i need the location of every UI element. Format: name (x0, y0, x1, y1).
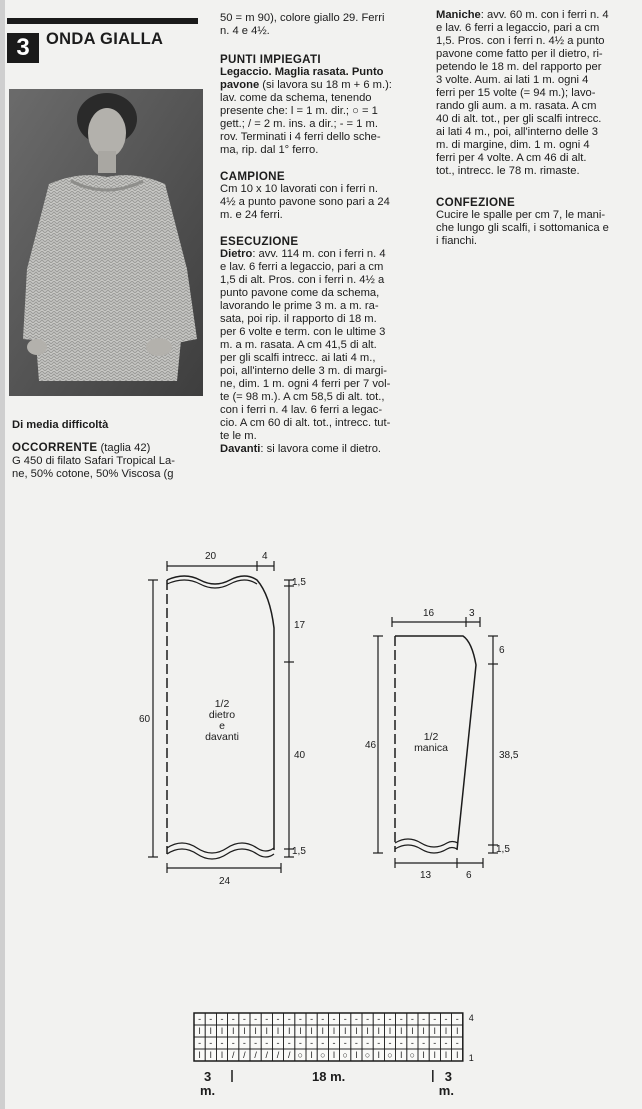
chart-symbol: - (265, 1014, 269, 1024)
campione-text: 4½ a punto pavone sono pari a 24 (220, 196, 390, 208)
maniche-text: rando gli aum. a m. rasata. A cm (436, 100, 597, 112)
dim-top-main: 20 (205, 551, 217, 562)
maniche-text: pavone come fatto per il dietro, ri- (436, 48, 603, 60)
chart-symbol: - (354, 1038, 358, 1048)
column-right (436, 9, 632, 248)
maniche-text: ferri per 4 volte. A cm 46 di alt. (436, 152, 587, 164)
chart-symbol: - (433, 1014, 437, 1024)
occorrente-text: ne, 50% cotone, 50% Viscosa (g (12, 468, 174, 480)
sleeve-dim-height: 46 (365, 740, 377, 751)
punti-first-rest: (si lavora su 18 m + 6 m.): (259, 79, 392, 91)
chart-symbol: l (445, 1026, 447, 1036)
punti-text: presente che: l = 1 m. dir.; ○ = 1 (220, 105, 378, 117)
chart-symbol: l (310, 1026, 313, 1036)
piece-label-1: 1/2 (214, 698, 230, 710)
confezione-text: Cucire le spalle per cm 7, le mani- (436, 209, 606, 221)
piece-label-2: dietro (208, 709, 236, 721)
stitch-chart (0, 1005, 642, 1095)
chart-symbol: - (287, 1014, 291, 1024)
chart-label-middle: 18 m. (312, 1069, 346, 1084)
maniche-label: Maniche (436, 9, 481, 21)
dietro-text: lavorando le prime 3 m. a m. ra- (220, 300, 379, 312)
chart-symbol: - (220, 1014, 224, 1024)
chart-symbol: l (232, 1026, 235, 1036)
dietro-label: Dietro (220, 248, 253, 260)
chart-symbol: / (276, 1050, 280, 1060)
chart-symbol: l (277, 1026, 279, 1036)
chart-symbol: - (321, 1038, 325, 1048)
pattern-sleeve (365, 608, 519, 881)
confezione-text: che lungo gli scalfi, i sottomanica e (436, 222, 609, 234)
confezione-text: i fianchi. (436, 235, 478, 247)
chart-symbol: l (456, 1050, 459, 1060)
chart-symbol: l (333, 1026, 335, 1036)
chart-symbol: - (209, 1038, 213, 1048)
chart-symbol: - (410, 1014, 414, 1024)
chart-row-label-bottom: 1 (468, 1053, 474, 1063)
chart-unit-right: m. (438, 1083, 454, 1095)
model-photo (9, 89, 203, 396)
dietro-text: cio. A cm 60 di alt. tot., intrecc. tut- (220, 417, 391, 429)
chart-symbol: - (366, 1038, 370, 1048)
chart-symbol: l (389, 1026, 391, 1036)
dim-right-top: 1,5 (292, 577, 306, 588)
chart-symbol: - (444, 1014, 448, 1024)
chart-symbol: - (198, 1014, 202, 1024)
campione-heading: CAMPIONE (220, 170, 285, 183)
chart-symbol: - (265, 1038, 269, 1048)
chart-symbol: - (310, 1038, 314, 1048)
chart-symbol: - (410, 1038, 414, 1048)
chart-symbol: l (422, 1050, 425, 1060)
occorrente-line (12, 441, 212, 455)
dim-bottom: 24 (219, 876, 231, 885)
maniche-first-text: : avv. 60 m. con i ferri n. 4 (480, 9, 609, 21)
chart-symbol: / (231, 1050, 235, 1060)
punti-text: lav. come da schema, tenendo (220, 92, 372, 104)
intro-text: 50 = m 90), colore giallo 29. Ferri (220, 12, 385, 24)
chart-symbol: l (400, 1050, 403, 1060)
sleeve-dim-right-38: 38,5 (499, 750, 519, 761)
chart-symbol: l (299, 1026, 302, 1036)
intro-text: n. 4 e 4½. (220, 25, 270, 37)
chart-symbol: l (209, 1026, 212, 1036)
maniche-text: tot., intrecc. le 78 m. rimaste. (436, 165, 580, 177)
sleeve-dim-bottom-small: 6 (466, 870, 472, 881)
chart-symbol: l (344, 1026, 347, 1036)
chart-symbol: - (231, 1014, 235, 1024)
dietro-text: poi, all'interno delle 3 m. di margi- (220, 365, 387, 377)
chart-symbol: l (221, 1026, 223, 1036)
chart-symbol: - (254, 1038, 258, 1048)
chart-symbol: l (445, 1050, 447, 1060)
sleeve-label-1: 1/2 (423, 731, 439, 743)
dietro-text: sata, poi rip. il rapporto di 18 m. (220, 313, 377, 325)
punti-text: gett.; / = 2 m. ins. a dir.; - = 1 m. (220, 118, 378, 130)
column-left (12, 419, 212, 481)
dim-right-17: 17 (294, 620, 306, 631)
chart-symbol: l (377, 1050, 380, 1060)
chart-symbol: ○ (320, 1050, 326, 1060)
chart-symbol: - (366, 1014, 370, 1024)
chart-unit-left: m. (200, 1083, 216, 1095)
dietro-text: te le m. (220, 430, 257, 442)
dietro-text: punto pavone come da schema, (220, 287, 380, 299)
maniche-text: e lav. 6 ferri a legaccio, pari a cm (436, 22, 600, 34)
chart-symbol: - (321, 1014, 325, 1024)
pattern-diagrams (0, 540, 642, 885)
punti-text: ma, rip. dal 1° ferro. (220, 144, 319, 156)
dim-right-40: 40 (294, 750, 306, 761)
chart-label-left: 3 (204, 1069, 212, 1084)
chart-symbol: - (455, 1014, 459, 1024)
sleeve-dim-bottom-main: 13 (420, 870, 432, 881)
chart-symbol: - (399, 1014, 403, 1024)
chart-symbol: ○ (297, 1050, 304, 1060)
chart-symbol: - (287, 1038, 291, 1048)
esecuzione-heading: ESECUZIONE (220, 235, 299, 248)
chart-symbol: - (455, 1038, 459, 1048)
maniche-text: ai lati 4 m., poi, all'interno delle 3 (436, 126, 598, 138)
chart-symbol: - (254, 1014, 258, 1024)
davanti-label: Davanti (220, 443, 261, 455)
difficulty-label: Di media difficoltà (12, 419, 109, 431)
dietro-text: per 6 volte e term. con le ultime 3 (220, 326, 386, 338)
maniche-text: 1,5. Pros. con i ferri n. 4½ a punto (436, 35, 605, 47)
chart-symbol: - (332, 1038, 336, 1048)
dim-top-small: 4 (262, 551, 268, 562)
chart-symbol: l (310, 1050, 313, 1060)
chart-symbol: l (243, 1026, 246, 1036)
chart-symbol: / (254, 1050, 257, 1060)
chart-symbol: l (411, 1026, 414, 1036)
chart-symbol: l (209, 1050, 212, 1060)
chart-symbol: - (276, 1014, 280, 1024)
campione-text: Cm 10 x 10 lavorati con i ferri n. (220, 183, 378, 195)
punti-first-line (220, 79, 418, 92)
dietro-text: m. a m. rasata. A cm 41,5 di alt. (220, 339, 377, 351)
dim-height: 60 (139, 714, 151, 725)
chart-symbol: - (276, 1038, 280, 1048)
maniche-text: ferri per 15 volte (= 94 m.); lavo- (436, 87, 596, 99)
occorrente-heading: OCCORRENTE (12, 441, 98, 454)
pattern-number-badge: 3 (7, 33, 39, 63)
chart-symbol: ○ (387, 1050, 393, 1060)
chart-symbol: - (209, 1014, 213, 1024)
pattern-back-front (139, 551, 306, 885)
chart-symbol: l (321, 1026, 324, 1036)
campione-text: m. e 24 ferri. (220, 209, 283, 221)
chart-row-label-top: 4 (468, 1013, 474, 1023)
maniche-text: m. di margine, dim. 1 m. ogni 4 (436, 139, 590, 151)
punti-bold-text: Legaccio. Maglia rasata. Punto (220, 66, 384, 78)
chart-symbol: / (243, 1050, 246, 1060)
sleeve-dim-top-small: 3 (469, 608, 475, 619)
chart-symbol: - (354, 1014, 358, 1024)
dietro-first-line (220, 248, 418, 261)
dietro-text: ne, dim. 1 m. ogni 4 ferri per 7 vol- (220, 378, 391, 390)
chart-symbol: l (221, 1050, 223, 1060)
pattern-title: ONDA GIALLA (46, 30, 164, 48)
occorrente-text: G 450 di filato Safari Tropical La- (12, 455, 175, 467)
chart-symbol: - (310, 1014, 314, 1024)
chart-symbol: - (298, 1014, 302, 1024)
chart-symbol: / (287, 1050, 291, 1060)
punti-bold-last: pavone (220, 79, 260, 91)
chart-symbol: l (355, 1050, 358, 1060)
sleeve-dim-top-main: 16 (423, 608, 435, 619)
dim-right-bottom: 1,5 (292, 846, 306, 857)
chart-symbol: - (422, 1038, 426, 1048)
piece-label-4: davanti (205, 731, 239, 743)
chart-symbol: - (433, 1038, 437, 1048)
confezione-heading: CONFEZIONE (436, 196, 516, 209)
chart-symbol: - (388, 1038, 392, 1048)
model-photo-drawing (9, 89, 203, 396)
chart-symbol: - (343, 1014, 347, 1024)
chart-symbol: l (265, 1026, 268, 1036)
chart-symbol: - (422, 1014, 426, 1024)
dietro-first-text: : avv. 114 m. con i ferri n. 4 (252, 248, 386, 260)
chart-symbol: l (366, 1026, 369, 1036)
chart-label-right: 3 (444, 1069, 453, 1084)
dietro-text: per gli scalfi intrecc. ai lati 4 m., (220, 352, 376, 364)
chart-symbol: l (456, 1026, 459, 1036)
piece-label-3: e (219, 720, 225, 732)
chart-symbol: - (388, 1014, 392, 1024)
dietro-text: con i ferri n. 4 lav. 6 ferri a legac- (220, 404, 383, 416)
chart-symbol: - (242, 1014, 246, 1024)
chart-symbol: - (444, 1038, 448, 1048)
chart-symbol: ○ (409, 1050, 416, 1060)
chart-symbol: - (377, 1014, 381, 1024)
punti-heading: PUNTI IMPIEGATI (220, 53, 321, 66)
punti-text: rov. Terminati i 4 ferri dello sche- (220, 131, 381, 143)
dietro-text: te (= 98 m.). A cm 58,5 di alt. tot., (220, 391, 385, 403)
maniche-text: 3 volte. Aum. ai lati 1 m. ogni 4 (436, 74, 589, 86)
maniche-first-line (436, 9, 632, 22)
chart-symbol: l (433, 1026, 436, 1036)
maniche-text: 40 di alt. tot., per gli scalfi intrecc. (436, 113, 602, 125)
chart-symbol: l (254, 1026, 257, 1036)
chart-symbol: l (433, 1050, 436, 1060)
chart-symbol: - (298, 1038, 302, 1048)
chart-symbol: - (242, 1038, 246, 1048)
sleeve-dim-right-bottom: 1,5 (496, 844, 510, 855)
chart-symbol: l (400, 1026, 403, 1036)
chart-symbol: l (355, 1026, 358, 1036)
header-rule (7, 18, 198, 24)
chart-symbol: - (399, 1038, 403, 1048)
chart-symbol: - (231, 1038, 235, 1048)
chart-symbol: - (332, 1014, 336, 1024)
chart-symbol: - (343, 1038, 347, 1048)
chart-symbol: ○ (364, 1050, 371, 1060)
occorrente-size: (taglia 42) (97, 442, 151, 454)
davanti-line (220, 443, 418, 456)
column-middle (220, 12, 418, 456)
chart-symbol: - (377, 1038, 381, 1048)
sleeve-label-2: manica (414, 742, 448, 754)
maniche-text: petendo le 18 m. del rapporto per (436, 61, 602, 73)
chart-symbol: l (198, 1026, 201, 1036)
chart-symbol: l (333, 1050, 335, 1060)
chart-symbol: / (265, 1050, 269, 1060)
chart-symbol: l (198, 1050, 201, 1060)
chart-symbol: - (220, 1038, 224, 1048)
chart-symbol: l (288, 1026, 291, 1036)
davanti-text: : si lavora come il dietro. (260, 443, 382, 455)
chart-symbol: ○ (342, 1050, 348, 1060)
chart-symbol: l (422, 1026, 425, 1036)
dietro-text: e lav. 6 ferri a legaccio, pari a cm (220, 261, 384, 273)
chart-symbol: - (198, 1038, 202, 1048)
dietro-text: 1,5 di alt. Pros. con i ferri n. 4½ a (220, 274, 385, 286)
chart-symbol: l (377, 1026, 380, 1036)
sleeve-dim-right-6: 6 (499, 645, 505, 656)
